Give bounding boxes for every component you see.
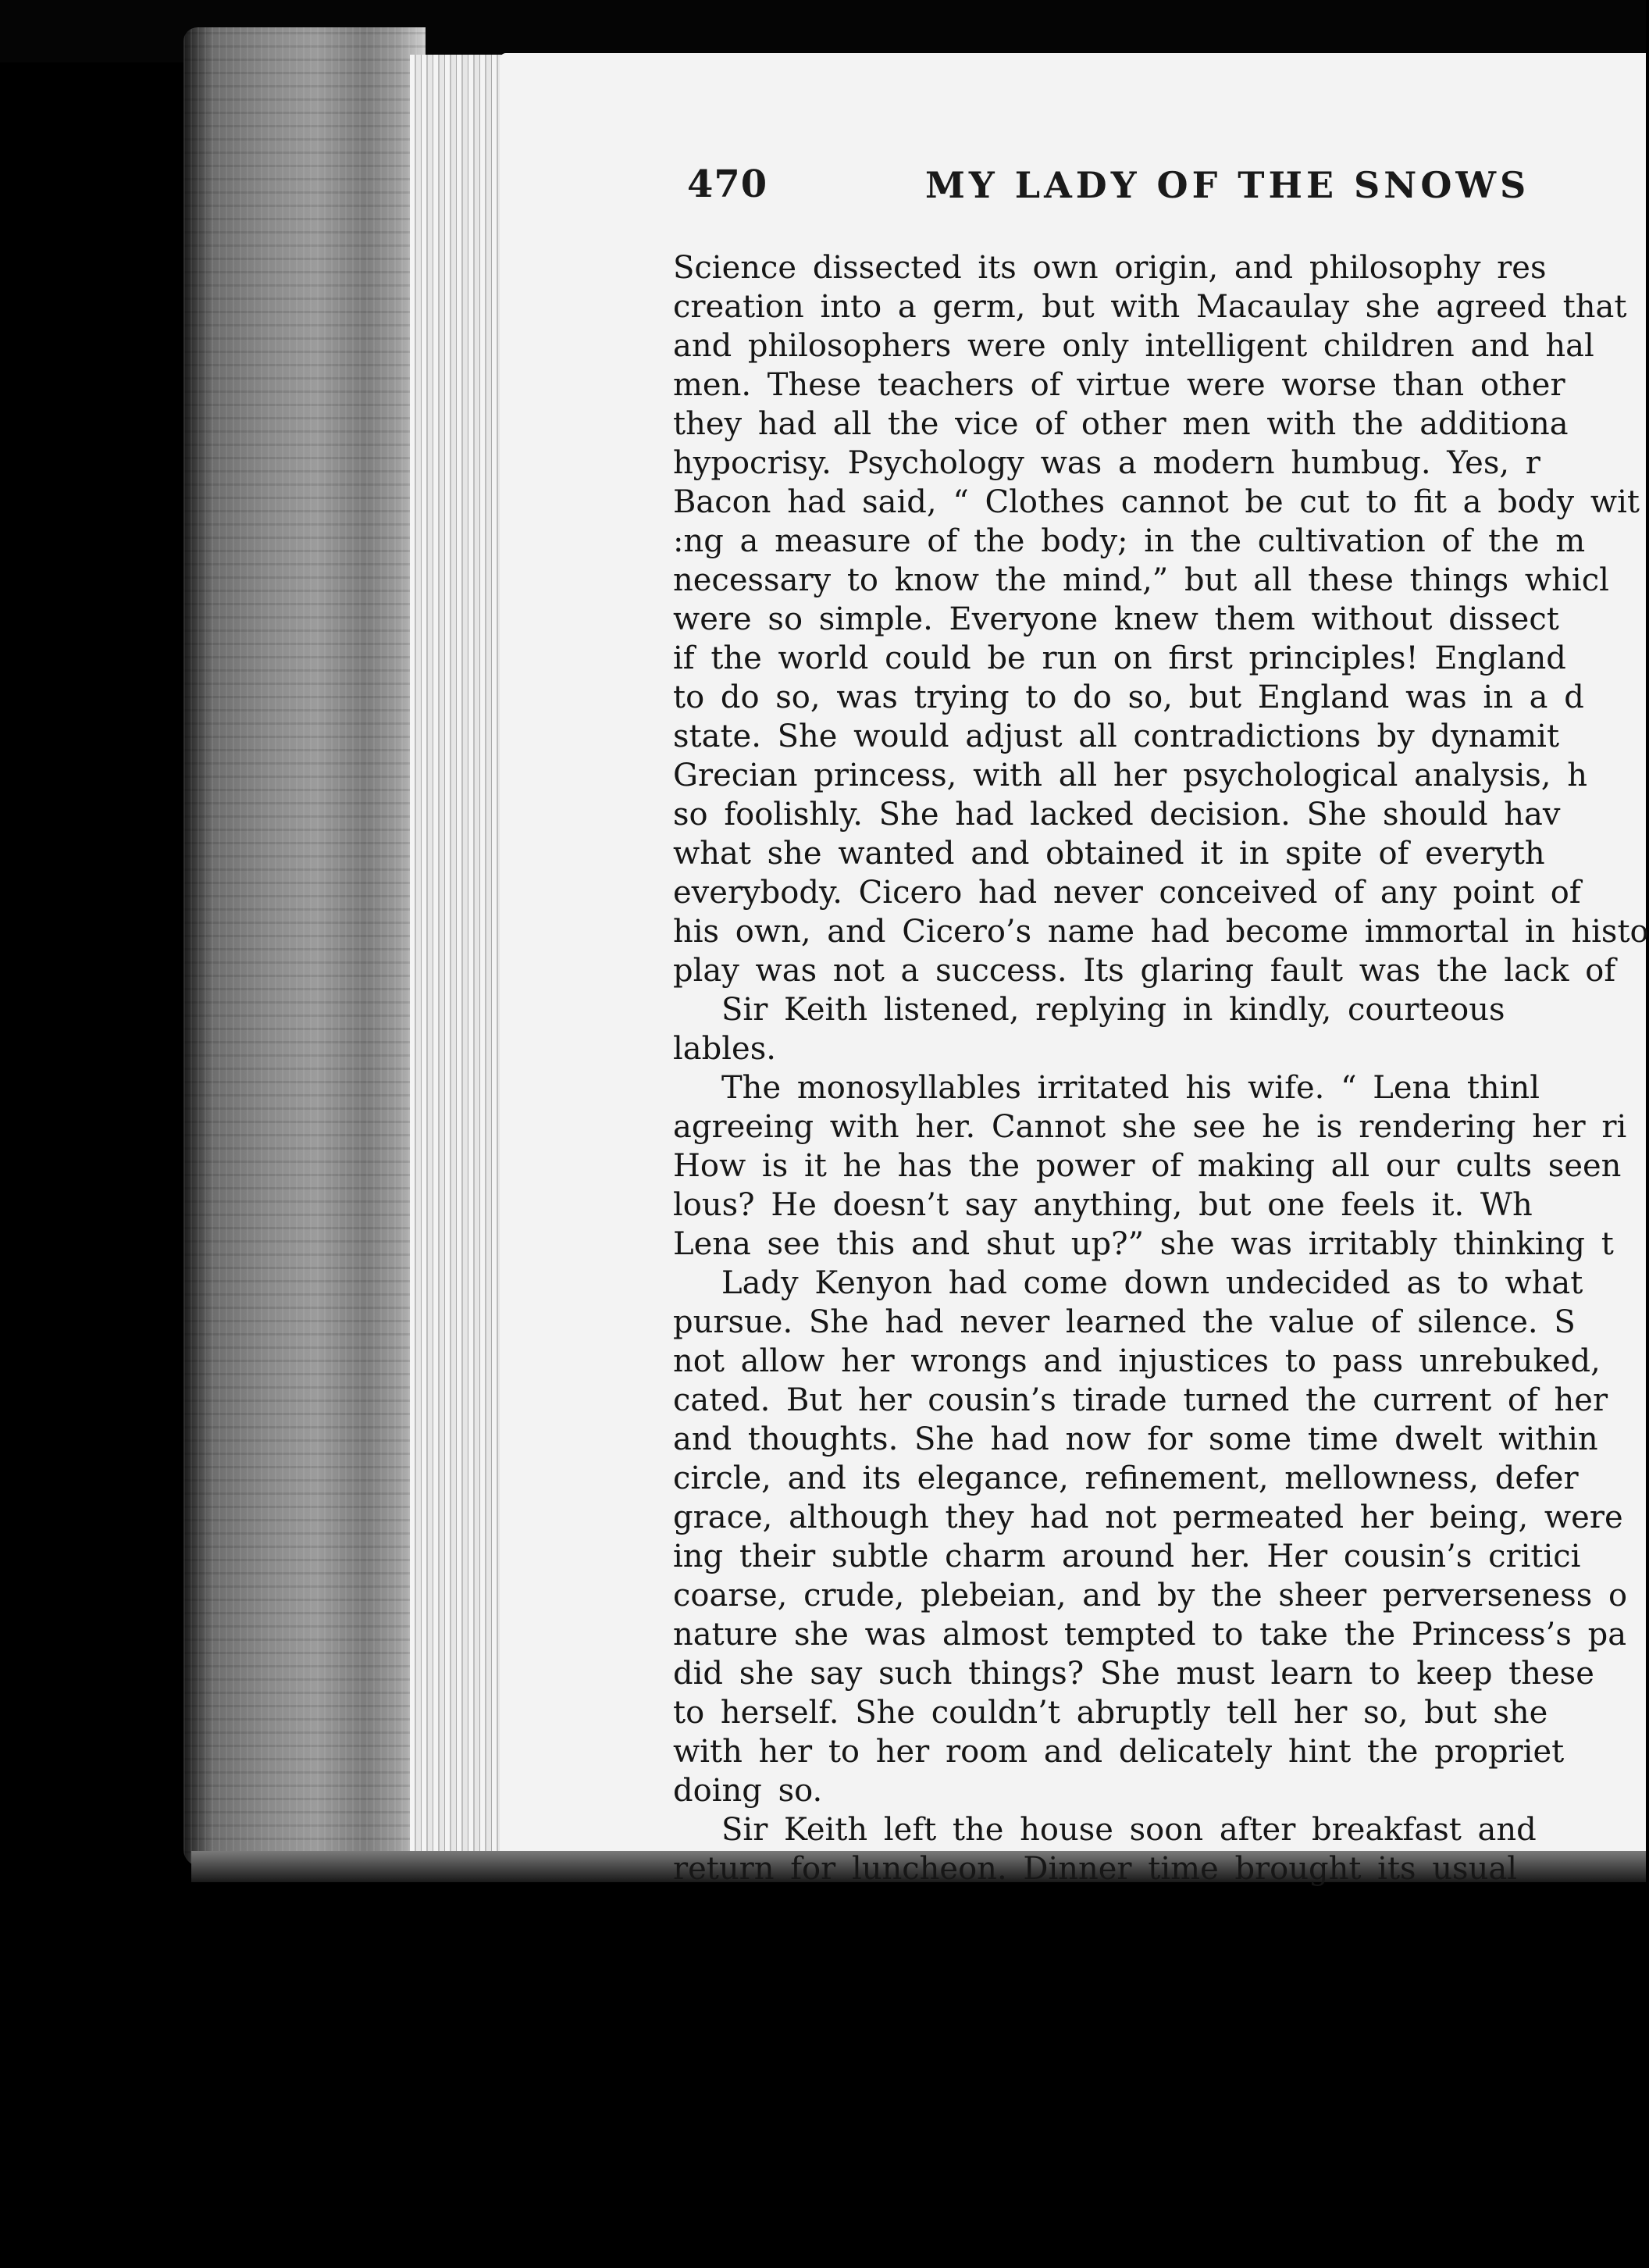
- text-line: :ng a measure of the body; in the cultivation of the m: [673, 523, 1586, 559]
- text-line: and philosophers were only intelligent children and hal: [673, 328, 1594, 364]
- spine-texture: [183, 27, 426, 1867]
- text-line: to do so, was trying to do so, but England was in a d: [673, 679, 1584, 715]
- text-line: state. She would adjust all contradictions by dynamit: [673, 719, 1560, 754]
- text-line: Lady Kenyon had come down undecided as to what: [721, 1265, 1583, 1301]
- text-line: return for luncheon. Dinner time brought its usual: [673, 1851, 1517, 1887]
- text-line: were so simple. Everyone knew them without dissect: [673, 601, 1559, 637]
- text-line: necessary to know the mind,” but all these things whicl: [673, 562, 1609, 598]
- text-line: if the world could be run on first principles! England: [673, 640, 1566, 676]
- running-head: MY LADY OF THE SNOWS: [925, 164, 1530, 206]
- text-line: cated. But her cousin’s tirade turned the current of her: [673, 1382, 1608, 1418]
- text-line: lous? He doesn’t say anything, but one feels it. Wh: [673, 1187, 1533, 1223]
- text-line: hypocrisy. Psychology was a modern humbug. Yes, r: [673, 445, 1540, 481]
- text-line: Sir Keith listened, replying in kindly, courteous: [721, 992, 1505, 1028]
- text-line: play was not a success. Its glaring fault was the lack of: [673, 953, 1616, 989]
- text-line: agreeing with her. Cannot she see he is rendering her ri: [673, 1109, 1627, 1145]
- text-line: nature she was almost tempted to take the Princess’s pa: [673, 1617, 1627, 1653]
- text-line: so foolishly. She had lacked decision. She should hav: [673, 797, 1561, 833]
- text-line: Science dissected its own origin, and philosophy res: [673, 250, 1547, 286]
- text-line: to herself. She couldn’t abruptly tell her so, but she: [673, 1695, 1548, 1731]
- text-line: ing their subtle charm around her. Her cousin’s critici: [673, 1539, 1581, 1574]
- text-line: men. These teachers of virtue were worse than other: [673, 367, 1565, 403]
- text-line: Sir Keith left the house soon after breakfast and: [721, 1812, 1537, 1848]
- text-line: Grecian princess, with all her psychological analysis, h: [673, 758, 1587, 793]
- text-line: How is it he has the power of making all our cults seen: [673, 1148, 1622, 1184]
- page-number: 470: [687, 162, 768, 206]
- text-line: grace, although they had not permeated her being, were: [673, 1500, 1623, 1535]
- body-text: [673, 248, 1649, 1887]
- text-line: creation into a germ, but with Macaulay she agreed that: [673, 289, 1627, 325]
- text-line: did she say such things? She must learn to keep these: [673, 1656, 1594, 1692]
- text-line: lables.: [673, 1031, 776, 1067]
- text-line: pursue. She had never learned the value of silence. S: [673, 1304, 1576, 1340]
- text-line: and thoughts. She had now for some time dwelt within: [673, 1421, 1598, 1457]
- text-line: coarse, crude, plebeian, and by the sheer perverseness o: [673, 1578, 1628, 1614]
- text-line: not allow her wrongs and injustices to pass unrebuked,: [673, 1343, 1601, 1379]
- text-line: Bacon had said, “ Clothes cannot be cut to fit a body wit: [673, 484, 1640, 520]
- page-edges: [410, 55, 504, 1851]
- text-line: with her to her room and delicately hint the propriet: [673, 1734, 1565, 1770]
- text-line: The monosyllables irritated his wife. “ Lena thinl: [721, 1070, 1540, 1106]
- text-line: his own, and Cicero’s name had become immortal in histo: [673, 914, 1649, 950]
- text-line: doing so.: [673, 1773, 823, 1809]
- text-line: they had all the vice of other men with the additiona: [673, 406, 1569, 442]
- text-line: everybody. Cicero had never conceived of any point of: [673, 875, 1581, 911]
- book-spine: [183, 27, 426, 1867]
- text-line: Lena see this and shut up?” she was irritably thinking t: [673, 1226, 1614, 1262]
- text-line: circle, and its elegance, refinement, mellowness, defer: [673, 1460, 1579, 1496]
- page-header: [687, 162, 1646, 209]
- text-line: what she wanted and obtained it in spite of everyth: [673, 836, 1545, 872]
